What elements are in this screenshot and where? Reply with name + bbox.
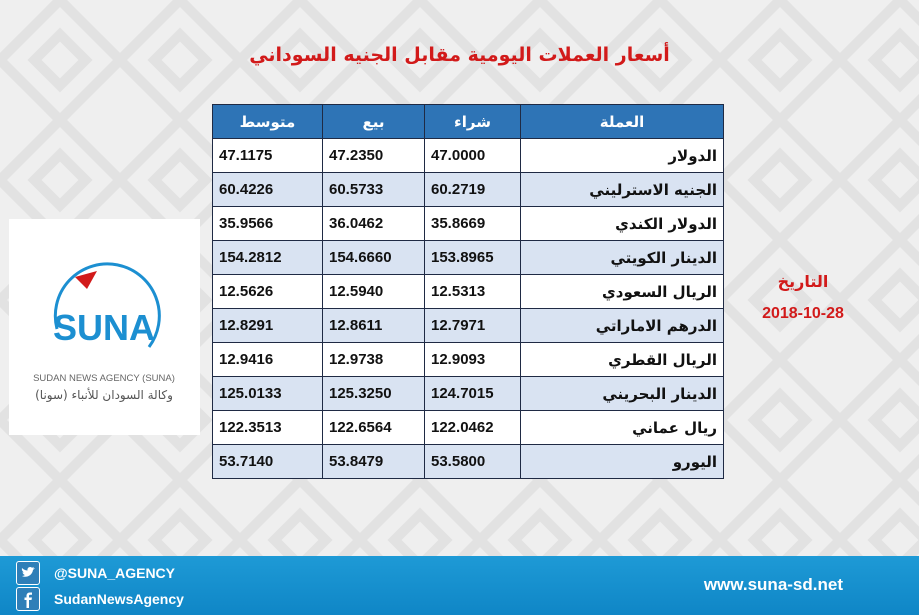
facebook-link[interactable] [16, 587, 184, 611]
currency-cell: الدولار [521, 139, 724, 173]
logo-english-name: SUDAN NEWS AGENCY (SUNA) [33, 373, 175, 384]
currency-cell: ريال عماني [521, 411, 724, 445]
twitter-icon [16, 561, 40, 585]
facebook-page: SudanNewsAgency [54, 591, 184, 607]
table-row [213, 445, 724, 479]
table-row [213, 275, 724, 309]
average-cell: 12.5626 [213, 275, 323, 309]
currency-cell: الدرهم الاماراتي [521, 309, 724, 343]
header-buy: شراء [425, 105, 521, 139]
average-cell: 12.8291 [213, 309, 323, 343]
date-value: 2018-10-28 [762, 305, 844, 322]
buy-cell: 12.9093 [425, 343, 521, 377]
header-average: متوسط [213, 105, 323, 139]
sell-cell: 60.5733 [323, 173, 425, 207]
logo-arabic-name: وكالة السودان للأنباء (سونا) [35, 388, 173, 402]
page-title: أسعار العملات اليومية مقابل الجنيه السوداني [249, 44, 670, 66]
buy-cell: 12.5313 [425, 275, 521, 309]
logo-wordmark: SUNA [52, 307, 156, 348]
facebook-icon [16, 587, 40, 611]
currency-cell: الريال القطري [521, 343, 724, 377]
footer-bar [0, 556, 919, 615]
table-row [213, 173, 724, 207]
date-label: التاريخ [777, 272, 829, 291]
table-row [213, 343, 724, 377]
currency-rates-table [212, 104, 724, 479]
twitter-handle: @SUNA_AGENCY [54, 565, 176, 581]
buy-cell: 60.2719 [425, 173, 521, 207]
buy-cell: 35.8669 [425, 207, 521, 241]
buy-cell: 47.0000 [425, 139, 521, 173]
sell-cell: 154.6660 [323, 241, 425, 275]
buy-cell: 124.7015 [425, 377, 521, 411]
table-row [213, 207, 724, 241]
table-row [213, 377, 724, 411]
table-row [213, 309, 724, 343]
average-cell: 154.2812 [213, 241, 323, 275]
currency-cell: الدولار الكندي [521, 207, 724, 241]
buy-cell: 53.5800 [425, 445, 521, 479]
currency-cell: الدينار البحريني [521, 377, 724, 411]
sell-cell: 53.8479 [323, 445, 425, 479]
currency-cell: اليورو [521, 445, 724, 479]
sell-cell: 122.6564 [323, 411, 425, 445]
suna-logo-card [9, 219, 200, 435]
sell-cell: 12.5940 [323, 275, 425, 309]
suna-logo [9, 219, 200, 435]
sell-cell: 125.3250 [323, 377, 425, 411]
header-currency: العملة [521, 105, 724, 139]
table-header-row [213, 105, 724, 139]
currency-cell: الريال السعودي [521, 275, 724, 309]
sell-cell: 12.8611 [323, 309, 425, 343]
average-cell: 12.9416 [213, 343, 323, 377]
average-cell: 47.1175 [213, 139, 323, 173]
sell-cell: 12.9738 [323, 343, 425, 377]
currency-cell: الدينار الكويتي [521, 241, 724, 275]
average-cell: 35.9566 [213, 207, 323, 241]
table-row [213, 241, 724, 275]
twitter-link[interactable] [16, 561, 175, 585]
table-row [213, 139, 724, 173]
average-cell: 60.4226 [213, 173, 323, 207]
buy-cell: 12.7971 [425, 309, 521, 343]
buy-cell: 153.8965 [425, 241, 521, 275]
table-row [213, 411, 724, 445]
average-cell: 53.7140 [213, 445, 323, 479]
header-sell: بيع [323, 105, 425, 139]
average-cell: 122.3513 [213, 411, 323, 445]
currency-cell: الجنيه الاسترليني [521, 173, 724, 207]
sell-cell: 47.2350 [323, 139, 425, 173]
website-link[interactable]: www.suna-sd.net [703, 575, 843, 594]
buy-cell: 122.0462 [425, 411, 521, 445]
sell-cell: 36.0462 [323, 207, 425, 241]
average-cell: 125.0133 [213, 377, 323, 411]
